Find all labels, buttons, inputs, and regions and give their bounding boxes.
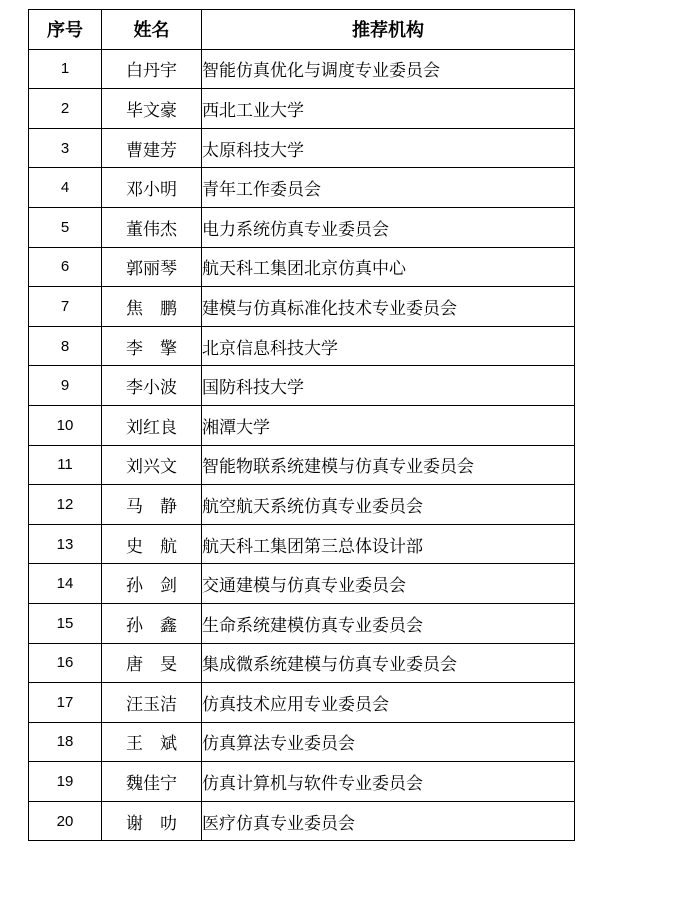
row-number: 14: [29, 564, 102, 604]
table-row: [29, 485, 575, 525]
row-number: 11: [29, 445, 102, 485]
recommending-org: 航空航天系统仿真专业委员会: [202, 485, 575, 525]
table-row: [29, 722, 575, 762]
recommending-org: 智能物联系统建模与仿真专业委员会: [202, 445, 575, 485]
recommending-org: 电力系统仿真专业委员会: [202, 207, 575, 247]
row-number: 12: [29, 485, 102, 525]
table-row: [29, 762, 575, 802]
table-row: [29, 603, 575, 643]
recommending-org: 建模与仿真标准化技术专业委员会: [202, 287, 575, 327]
row-number: 15: [29, 603, 102, 643]
row-number: 20: [29, 801, 102, 841]
header-no: 序号: [29, 10, 102, 50]
row-number: 4: [29, 168, 102, 208]
person-name: 毕文豪: [102, 89, 202, 129]
table-row: [29, 207, 575, 247]
header-org: 推荐机构: [202, 10, 575, 50]
table-row: [29, 366, 575, 406]
row-number: 8: [29, 326, 102, 366]
table-row: [29, 405, 575, 445]
row-number: 9: [29, 366, 102, 406]
row-number: 7: [29, 287, 102, 327]
table-row: [29, 247, 575, 287]
person-name: 郭丽琴: [102, 247, 202, 287]
table-row: [29, 326, 575, 366]
header-name: 姓名: [102, 10, 202, 50]
person-name: 董伟杰: [102, 207, 202, 247]
recommending-org: 仿真算法专业委员会: [202, 722, 575, 762]
table-row: [29, 89, 575, 129]
person-name: 曹建芳: [102, 128, 202, 168]
row-number: 5: [29, 207, 102, 247]
recommending-org: 湘潭大学: [202, 405, 575, 445]
person-name: 焦 鹏: [102, 287, 202, 327]
person-name: 汪玉洁: [102, 683, 202, 723]
person-name: 孙 剑: [102, 564, 202, 604]
row-number: 18: [29, 722, 102, 762]
recommendation-table: [28, 9, 575, 841]
row-number: 17: [29, 683, 102, 723]
recommending-org: 太原科技大学: [202, 128, 575, 168]
person-name: 马 静: [102, 485, 202, 525]
recommending-org: 仿真技术应用专业委员会: [202, 683, 575, 723]
row-number: 13: [29, 524, 102, 564]
row-number: 2: [29, 89, 102, 129]
table-row: [29, 49, 575, 89]
table-row: [29, 287, 575, 327]
row-number: 16: [29, 643, 102, 683]
table-body: [29, 49, 575, 841]
recommending-org: 生命系统建模仿真专业委员会: [202, 603, 575, 643]
recommending-org: 航天科工集团第三总体设计部: [202, 524, 575, 564]
recommending-org: 交通建模与仿真专业委员会: [202, 564, 575, 604]
table-row: [29, 801, 575, 841]
person-name: 李 擎: [102, 326, 202, 366]
person-name: 刘红良: [102, 405, 202, 445]
row-number: 1: [29, 49, 102, 89]
person-name: 谢 叻: [102, 801, 202, 841]
recommending-org: 医疗仿真专业委员会: [202, 801, 575, 841]
table-header-row: [29, 10, 575, 50]
recommending-org: 青年工作委员会: [202, 168, 575, 208]
person-name: 孙 鑫: [102, 603, 202, 643]
row-number: 19: [29, 762, 102, 802]
person-name: 邓小明: [102, 168, 202, 208]
recommending-org: 西北工业大学: [202, 89, 575, 129]
person-name: 魏佳宁: [102, 762, 202, 802]
row-number: 10: [29, 405, 102, 445]
person-name: 刘兴文: [102, 445, 202, 485]
recommending-org: 智能仿真优化与调度专业委员会: [202, 49, 575, 89]
recommending-org: 北京信息科技大学: [202, 326, 575, 366]
person-name: 唐 旻: [102, 643, 202, 683]
table-row: [29, 168, 575, 208]
person-name: 李小波: [102, 366, 202, 406]
table-row: [29, 643, 575, 683]
recommending-org: 国防科技大学: [202, 366, 575, 406]
person-name: 白丹宇: [102, 49, 202, 89]
table-row: [29, 683, 575, 723]
recommending-org: 仿真计算机与软件专业委员会: [202, 762, 575, 802]
table-row: [29, 445, 575, 485]
row-number: 3: [29, 128, 102, 168]
table-row: [29, 128, 575, 168]
row-number: 6: [29, 247, 102, 287]
person-name: 史 航: [102, 524, 202, 564]
table-row: [29, 524, 575, 564]
table-row: [29, 564, 575, 604]
recommending-org: 集成微系统建模与仿真专业委员会: [202, 643, 575, 683]
person-name: 王 斌: [102, 722, 202, 762]
recommending-org: 航天科工集团北京仿真中心: [202, 247, 575, 287]
